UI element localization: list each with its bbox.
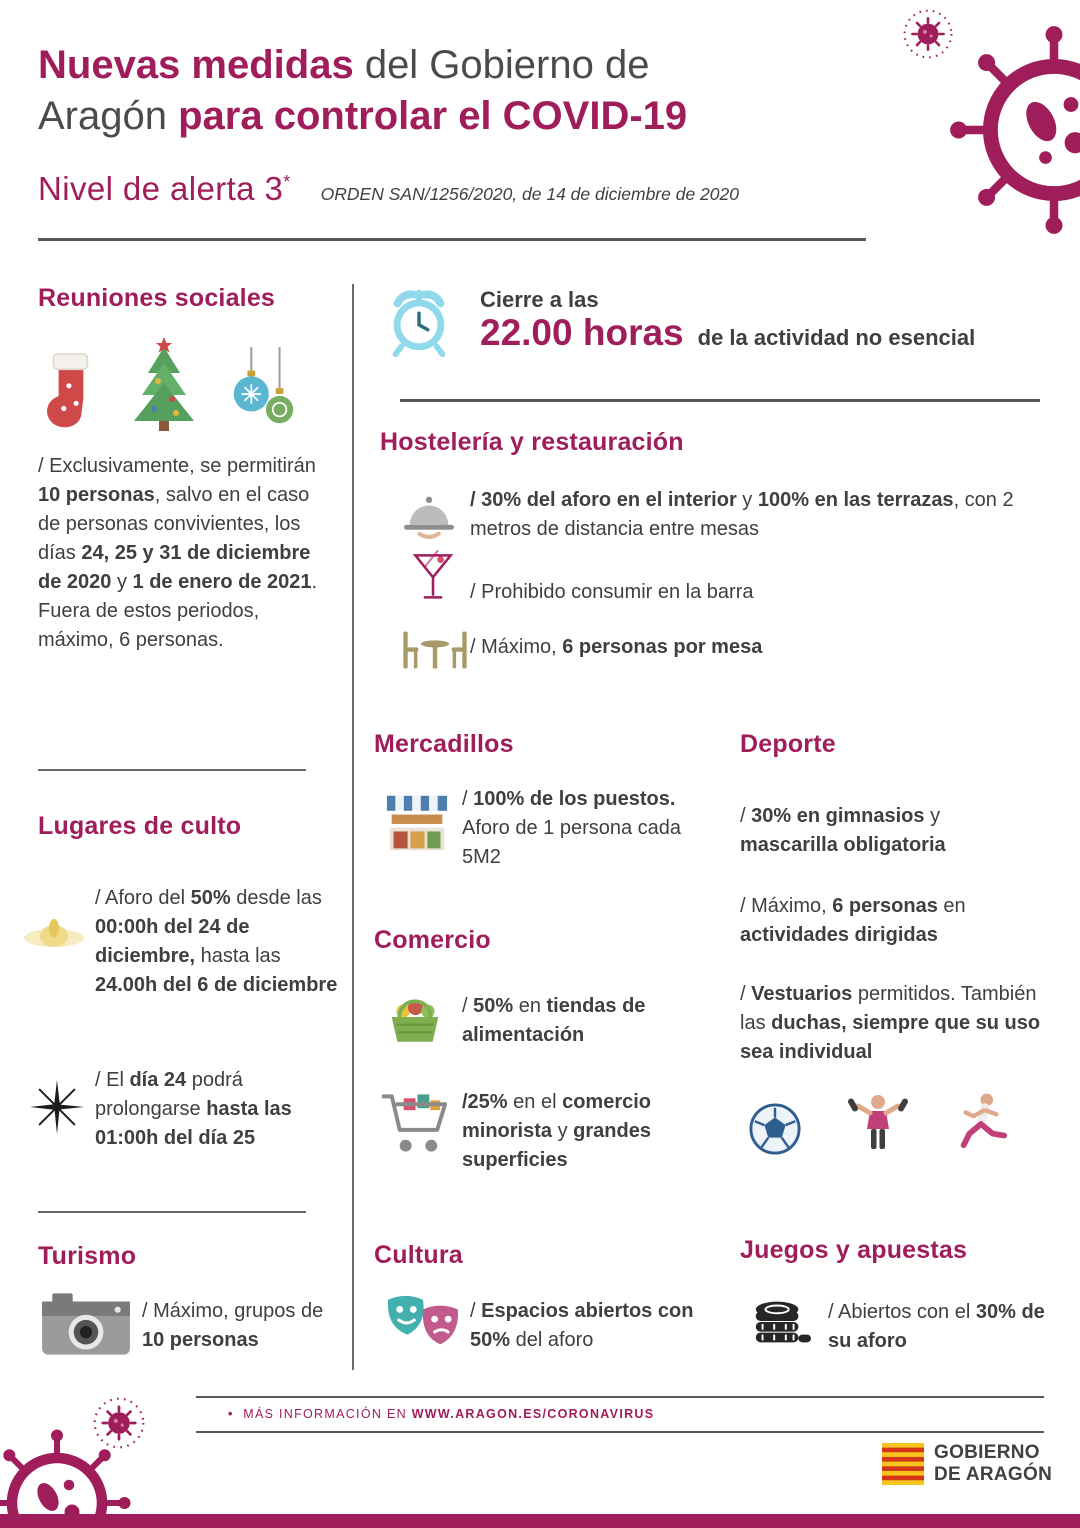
hosteleria-item-2-text: / Prohibido consumir en la barra: [470, 581, 754, 603]
closing-scope: de la actividad no esencial: [697, 325, 976, 350]
alarm-clock-icon: [380, 282, 458, 360]
left-divider-2: [38, 1211, 306, 1213]
column-divider: [352, 284, 354, 1370]
table-chairs-icon: [398, 628, 472, 672]
alert-asterisk: *: [283, 172, 291, 192]
comercio-item-1-text: / 50% en tiendas de alimentación: [462, 995, 646, 1046]
header-divider: [38, 238, 866, 241]
title-plain-1: del Gobierno de: [353, 43, 650, 87]
poker-chips-icon: [748, 1290, 812, 1352]
reuniones-text: / Exclusivamente, se permitirán 10 personas, salvo en el caso de personas convivientes, los días 24, 25 y 31 de diciembre de 2020 y 1 de enero de 2021. Fuera de estos periodos, máximo, 6 personas.: [38, 455, 318, 651]
juegos-heading: Juegos y apuestas: [740, 1236, 968, 1264]
turismo-text: / Máximo, grupos de 10 personas: [142, 1300, 324, 1351]
virus-dotted-icon: [902, 8, 954, 60]
serving-dish-icon: [400, 492, 458, 540]
camera-icon: [40, 1290, 132, 1358]
christmas-icons-row: [38, 336, 302, 438]
aragon-flag-icon: [882, 1443, 924, 1485]
closing-divider: [400, 399, 1040, 402]
grocery-basket-icon: [384, 988, 446, 1046]
culto-heading: Lugares de culto: [38, 812, 242, 840]
star-sparkle-icon: [28, 1078, 86, 1136]
bottom-accent-bar: [0, 1514, 1080, 1528]
candle-glow-icon: [20, 910, 88, 954]
footer-bullet: •: [228, 1407, 234, 1421]
deporte-heading: Deporte: [740, 730, 836, 758]
weightlifting-icon: [846, 1090, 910, 1156]
footer-info-url: WWW.ARAGON.ES/CORONAVIRUS: [411, 1407, 655, 1421]
hosteleria-item-3-text: / Máximo, 6 personas por mesa: [470, 636, 763, 658]
virus-outline-icon: [0, 1428, 132, 1528]
culto-item-2-text: / El día 24 podrá prolongarse hasta las 01:00h del día 25: [95, 1069, 292, 1149]
alert-row: [38, 170, 739, 208]
left-divider-1: [38, 769, 306, 771]
cultura-heading: Cultura: [374, 1241, 463, 1269]
order-reference: ORDEN SAN/1256/2020, de 14 de diciembre de 2020: [320, 184, 739, 204]
deporte-item-3-text: / Vestuarios permitidos. También las duchas, siempre que su uso sea individual: [740, 983, 1041, 1063]
virus-large-icon: [948, 24, 1080, 236]
market-stall-icon: [384, 792, 450, 854]
mercadillos-text: / 100% de los puestos. Aforo de 1 persona cada 5M2: [462, 788, 682, 868]
theater-masks-icon: [382, 1292, 464, 1354]
christmas-tree-icon: [124, 336, 204, 438]
cultura-text: / Espacios abiertos con 50% del aforo: [470, 1300, 694, 1351]
footer-divider-bottom: [196, 1431, 1044, 1433]
deporte-item-2-text: / Máximo, 6 personas en actividades dirigidas: [740, 895, 966, 946]
ornaments-icon: [224, 346, 302, 438]
culto-item-1-text: / Aforo del 50% desde las 00:00h del 24 de diciembre, hasta las 24.00h del 6 de diciembre: [95, 887, 338, 996]
reuniones-heading: Reuniones sociales: [38, 284, 276, 312]
stocking-icon: [38, 346, 104, 438]
title-plain-2: Aragón: [38, 94, 179, 138]
soccer-ball-icon: [748, 1102, 802, 1156]
title-accent-2: para controlar el COVID-19: [178, 94, 688, 138]
logo-line-2: DE ARAGÓN: [934, 1463, 1053, 1485]
comercio-item-2-text: /25% en el comercio minorista y grandes superficies: [462, 1091, 652, 1171]
closing-time: 22.00 horas: [480, 312, 684, 353]
title-accent-1: Nuevas medidas: [38, 43, 354, 87]
logo-line-1: GOBIERNO: [934, 1442, 1040, 1463]
hosteleria-item-1-text: / 30% del aforo en el interior y 100% en las terrazas, con 2 metros de distancia entre mesas: [470, 489, 1014, 540]
gobierno-aragon-logo: [882, 1442, 1052, 1485]
footer-info: [228, 1407, 654, 1421]
sports-icons-row: [748, 1090, 1010, 1156]
cocktail-icon: [412, 546, 454, 606]
comercio-heading: Comercio: [374, 926, 491, 954]
footer-info-prefix: MÁS INFORMACIÓN EN: [243, 1407, 412, 1421]
hosteleria-heading: Hostelería y restauración: [380, 428, 684, 456]
deporte-item-1-text: / 30% en gimnasios y mascarilla obligatoria: [740, 805, 946, 856]
logo-text: [934, 1442, 1052, 1485]
mercadillos-heading: Mercadillos: [374, 730, 514, 758]
juegos-text: / Abiertos con el 30% de su aforo: [828, 1301, 1045, 1352]
alert-level: Nivel de alerta 3*: [38, 170, 291, 207]
turismo-heading: Turismo: [38, 1242, 137, 1270]
footer-divider-top: [196, 1396, 1044, 1398]
shopping-cart-icon: [378, 1088, 452, 1158]
page-title: [38, 40, 878, 142]
running-icon: [954, 1090, 1010, 1156]
closing-intro: Cierre a las: [480, 287, 599, 312]
